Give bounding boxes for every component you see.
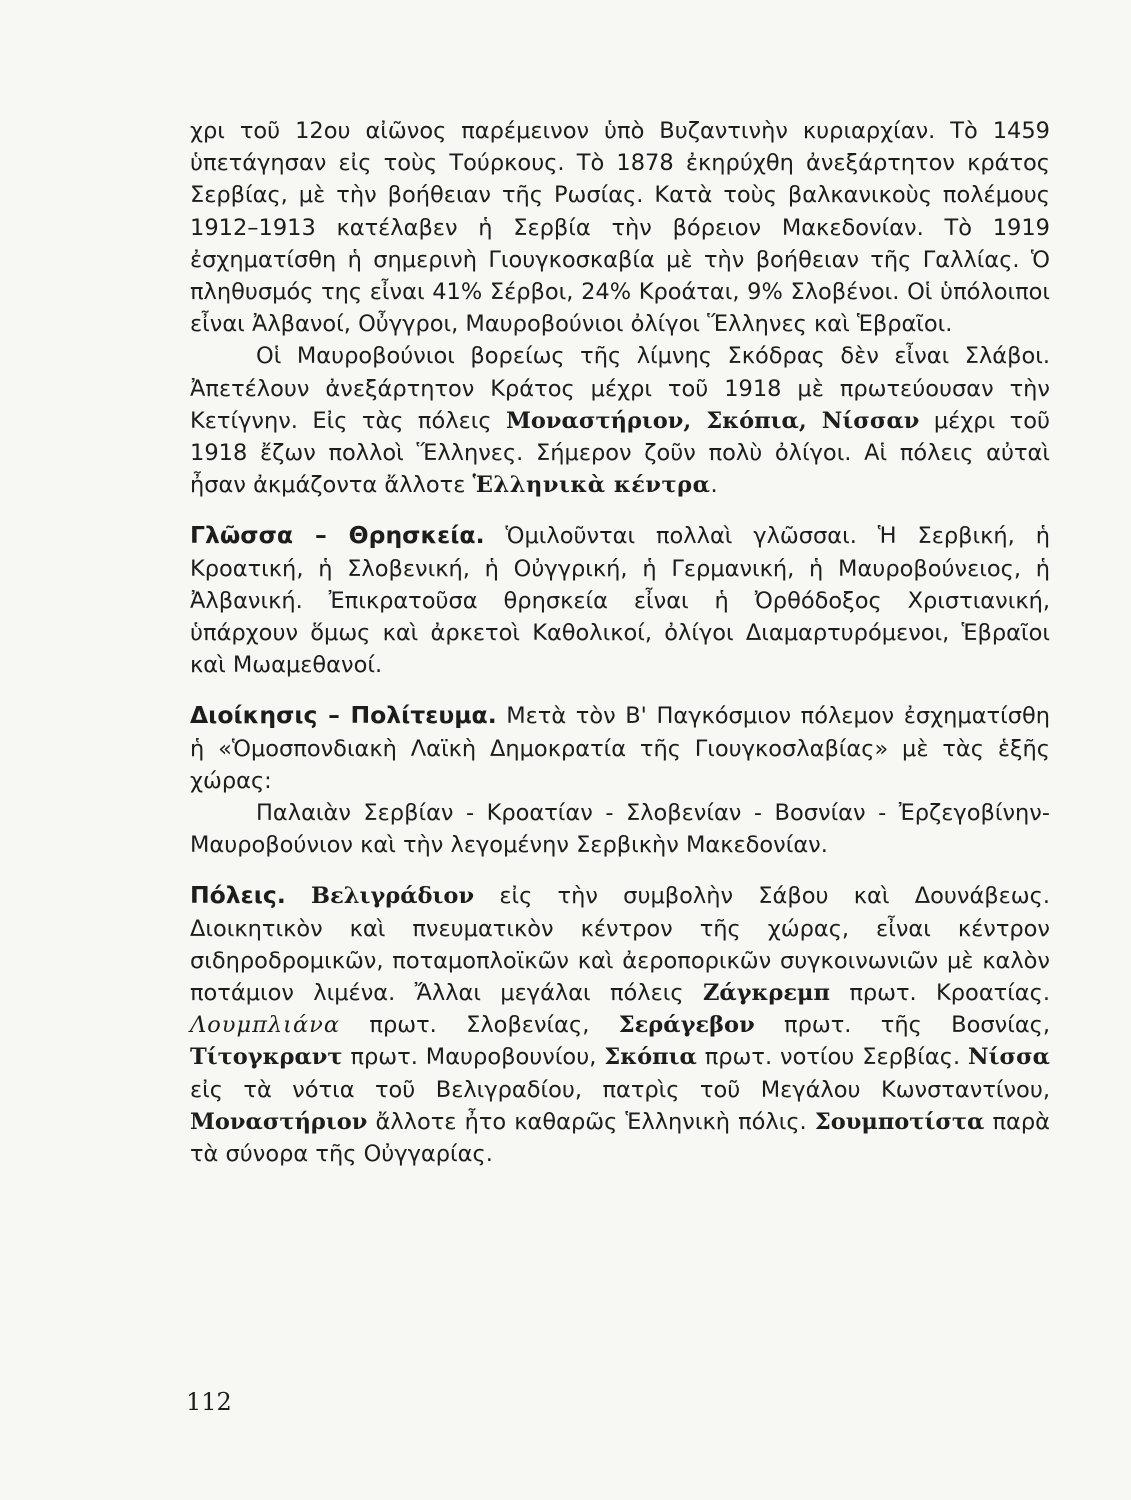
bold-cities: Μοναστήριον, Σκόπια, Νίσσαν [506,407,920,434]
section-heading-administration: Διοίκησις – Πολίτευμα. [190,701,497,730]
text-run: εἰς τὴν συμβολὴν Σάβου καὶ Δουνάβεως. Διοικητικὸν καὶ πνευματικὸν κέντρον τῆς χώρας, εἶναι κέντρον σιδηροδρομικῶν, ποταμοπλοϊκῶν καὶ ἀεροπορικῶν συγκοινωνιῶν μὲ καλὸν ποτάμιον λιμένα. Ἄλλαι μεγάλαι πόλεις [190,883,1051,1007]
bold-monastir: Μοναστήριον [190,1108,368,1135]
main-text [190,115,1050,1170]
bold-titograd: Τίτογκραντ [190,1044,343,1071]
section-heading-cities: Πόλεις. [190,881,286,910]
paragraph-administration [190,699,1050,797]
text-run: εἰς τὰ νότια τοῦ Βελιγραδίου, πατρὶς τοῦ Μεγάλου Κωνσταντίνου, [190,1076,1050,1103]
bold-skopje: Σκόπια [604,1044,697,1071]
bold-nis: Νίσσα [968,1044,1050,1071]
bold-greek-centers: Ἑλληνικὰ κέντρα [472,472,711,499]
text-run: ἄλλοτε ἦτο καθαρῶς Ἑλληνικὴ πόλις. [367,1108,815,1135]
text-run: πρωτ. τῆς Βοσνίας, [754,1012,1051,1039]
paragraph-montenegrins [190,340,1050,501]
text-run: πρωτ. Μαυροβουνίου, [342,1044,605,1071]
page-number: 112 [186,1388,232,1416]
bold-belgrade: Βελιγράδιον [311,883,475,910]
section-heading-language: Γλῶσσα – Θρησκεία. [190,521,485,550]
text-run: Οἱ Μαυροβούνιοι βορείως τῆς λίμνης Σκόδρας δὲν εἶναι Σλάβοι. Ἀπετέλουν ἀνεξάρτητον Κράτος μέχρι τοῦ 1918 μὲ πρωτεύουσαν τὴν Κετίγνην. Εἰς τὰς πόλεις [190,343,1050,434]
text-run: παρὰ τὰ σύνορα τῆς Οὐγγαρίας. [190,1108,1050,1168]
bold-subotica: Σουμποτίστα [814,1108,985,1135]
italic-ljubljana: Λουμπλιάνα [190,1012,341,1039]
text-run: Ὁμιλοῦνται πολλαὶ γλῶσσαι. Ἡ Σερβική, ἡ Κροατική, ἡ Σλοβενική, ἡ Οὐγγρική, ἡ Γερμανική, ἡ Μαυροβούνειος, ἡ Ἀλβανική. Ἐπικρατοῦσα θρησκεία εἶναι ἡ Ὀρθόδοξος Χριστιανική, ὑπάρχουν ὅμως καὶ ἀρκετοὶ Καθολικοί, ὀλίγοι Διαμαρτυρόμενοι, Ἑβραῖοι καὶ Μωαμεθανοί. [190,523,1050,679]
text-run: Μετὰ τὸν Β' Παγκόσμιον πόλεμον ἐσχηματίσθη ἡ «Ὁμοσπονδιακὴ Λαϊκὴ Δημοκρατία τῆς Γιουγκοσλαβίας» μὲ τὰς ἑξῆς χώρας: [190,703,1050,794]
paragraph-cities [190,879,1050,1170]
text-run: πρωτ. νοτίου Σερβίας. [696,1044,969,1071]
text-run: . [710,472,718,499]
paragraph-language-religion [190,519,1050,681]
bold-zagreb: Ζάγκρεμπ [702,980,830,1007]
bold-sarajevo: Σεράγεβον [618,1012,755,1039]
text-run: πρωτ. Σλοβενίας, [340,1012,619,1039]
text-run: πρωτ. Κροατίας. [829,980,1050,1007]
text-run: μέχρι τοῦ 1918 ἔζων πολλοὶ Ἕλληνες. Σήμερον ζοῦν πολὺ ὀλίγοι. Αἱ πόλεις αὐταὶ ἦσαν ἀκμάζοντα ἄλλοτε [190,407,1050,499]
paragraph-history: χρι τοῦ 12ου αἰῶνος παρέμεινον ὑπὸ Βυζαντινὴν κυριαρχίαν. Τὸ 1459 ὑπετάγησαν εἰς τοὺς Τούρκους. Τὸ 1878 ἐκηρύχθη ἀνεξάρτητον κράτος Σερβίας, μὲ τὴν βοήθειαν τῆς Ρωσίας. Κατὰ τοὺς βαλκανικοὺς πολέμους 1912–1913 κατέλαβεν ἡ Σερβία τὴν βόρειον Μακεδονίαν. Τὸ 1919 ἐσχηματίσθη ἡ σημερινὴ Γιουγκοσκαβία μὲ τὴν βοήθειαν τῆς Γαλλίας. Ὁ πληθυσμός της εἶναι 41% Σέρβοι, 24% Κροάται, 9% Σλοβένοι. Οἱ ὑπόλοιποι εἶναι Ἀλβανοί, Οὖγγροι, Μαυροβούνιοι ὀλίγοι Ἕλληνες καὶ Ἑβραῖοι. [190,118,1050,338]
paragraph-regions: Παλαιὰν Σερβίαν - Κροατίαν - Σλοβενίαν - Βοσνίαν - Ἐρζεγοβίνην-Μαυροβούνιον καὶ τὴν λεγομένην Σερβικὴν Μακεδονίαν. [190,800,1050,859]
